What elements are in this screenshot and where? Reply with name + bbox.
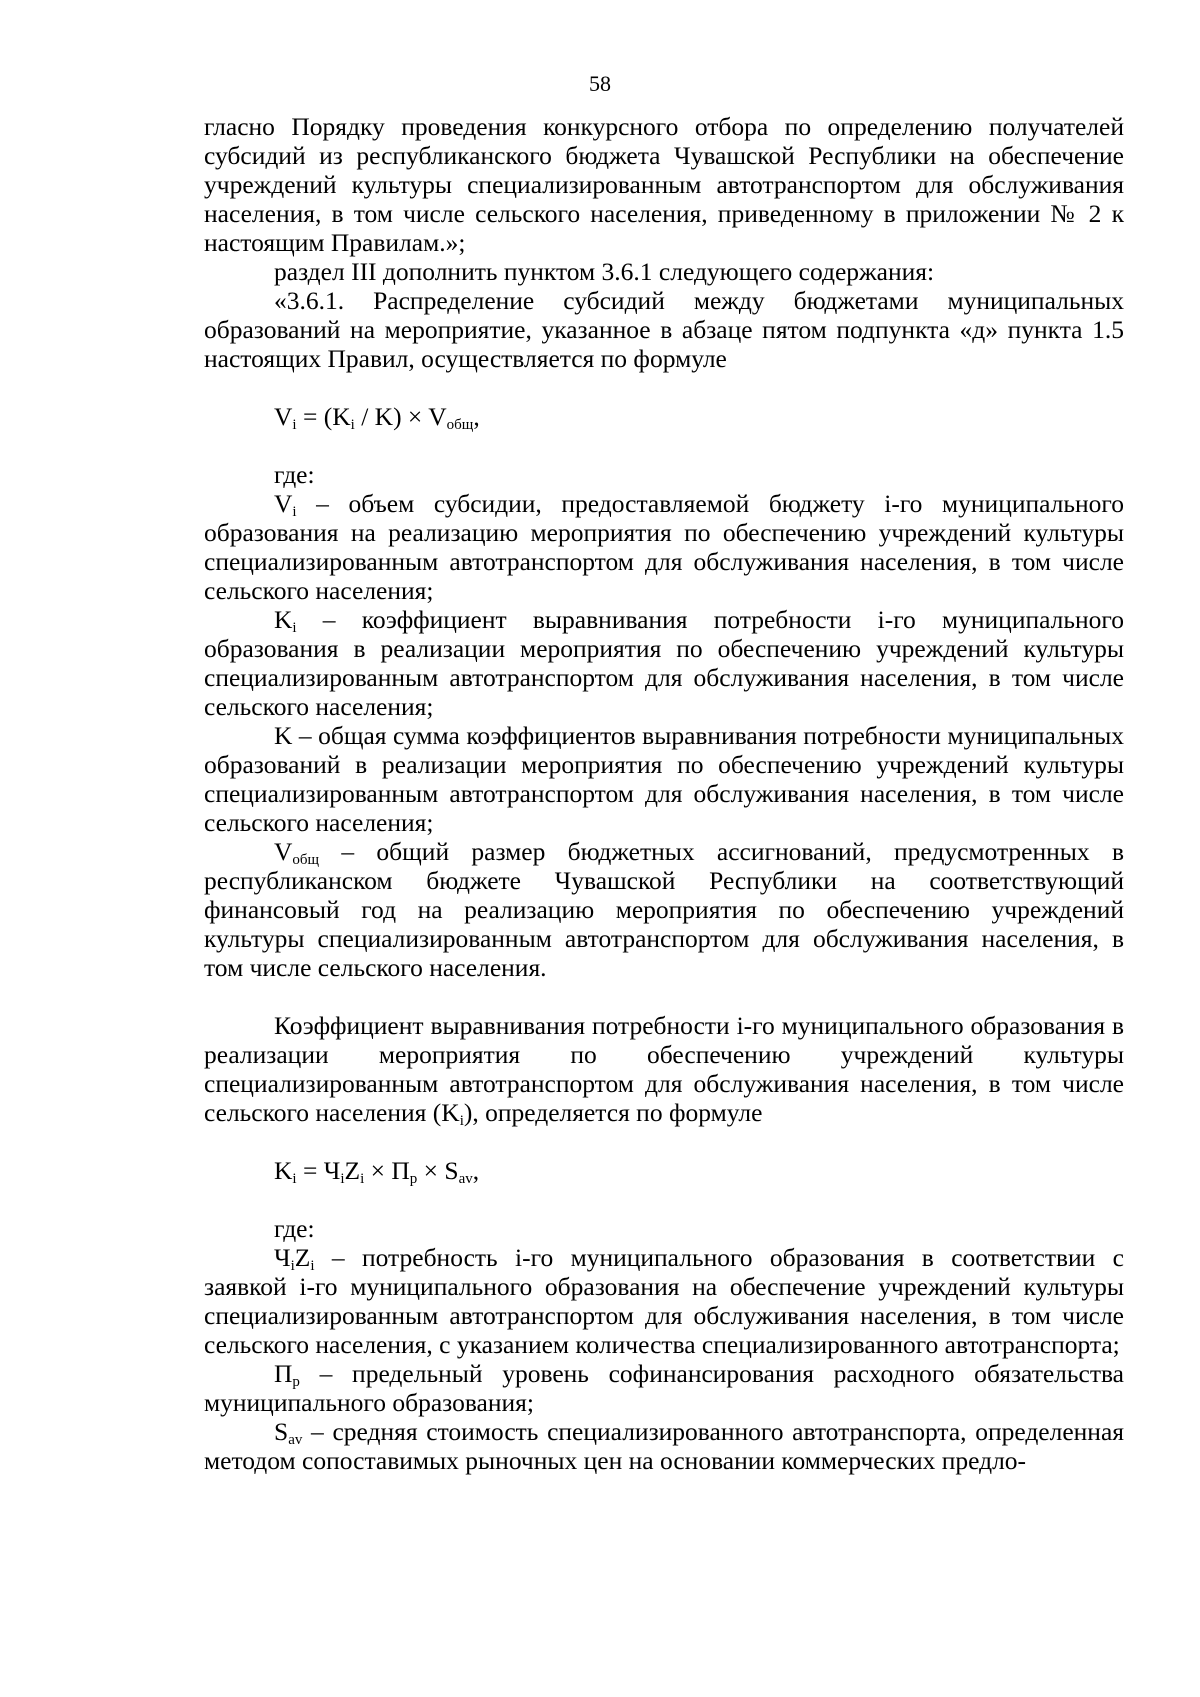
definition-sav — [204, 1417, 1124, 1475]
formula-term: / K) × V — [354, 402, 447, 431]
symbol-subscript: i — [310, 1258, 315, 1274]
symbol: Z — [294, 1243, 311, 1272]
document-body — [204, 112, 1124, 1475]
formula-term: = (K — [296, 402, 351, 431]
spacer — [204, 1127, 1124, 1156]
spacer — [204, 982, 1124, 1011]
formula-subscript: i — [350, 417, 355, 433]
formula-term: , — [472, 1156, 480, 1185]
symbol-subscript: общ — [292, 852, 320, 868]
definition-text: – потребность i-го муниципального образования в соответствии с заявкой i-го муниципального образования на обеспечение учреждений культуры специализированным автотранспортом для обслуживания населения, в том числе сельского населения, с указанием количества специализированного автотранспорта; — [204, 1243, 1124, 1359]
where-label: где: — [274, 460, 315, 489]
paragraph-text: ), определяется по формуле — [463, 1098, 763, 1127]
definition-chz — [204, 1243, 1124, 1359]
formula-term: , — [473, 402, 480, 431]
paragraph-text: Коэффициент выравнивания потребности i-го муниципального образования в реализации мероприятия по обеспечению учреждений культуры специализированным автотранспортом для обслуживания населения, в том числе сельского населения (K — [204, 1011, 1124, 1127]
spacer — [204, 431, 1124, 460]
symbol: П — [274, 1359, 293, 1388]
formula-subscript: i — [292, 1171, 297, 1187]
symbol-subscript: i — [292, 504, 297, 520]
where-label: где: — [274, 1214, 315, 1243]
symbol-subscript: р — [292, 1374, 300, 1390]
formula-subscript: p — [409, 1171, 418, 1187]
definition-ki — [204, 605, 1124, 721]
formula-subscript: i — [340, 1171, 345, 1187]
formula-term: K — [274, 1156, 293, 1185]
formula-term: × S — [417, 1156, 459, 1185]
paragraph-coefficient — [204, 1011, 1124, 1127]
symbol: V — [274, 489, 293, 518]
symbol-subscript: i — [459, 1113, 464, 1129]
spacer — [204, 1185, 1124, 1214]
symbol: K — [274, 605, 293, 634]
paragraph-3-6-1: «3.6.1. Распределение субсидий между бюджетами муниципальных образований на мероприятие, указанное в абзаце пятом подпункта «д» пункта 1.5 настоящих Правил, осуществляется по формуле — [204, 286, 1124, 373]
paragraph-amendment: раздел III дополнить пунктом 3.6.1 следующего содержания: — [274, 257, 935, 286]
symbol-subscript: av — [288, 1432, 303, 1448]
paragraph-continuation: гласно Порядку проведения конкурсного отбора по определению получателей субсидий из республиканского бюджета Чувашской Республики на обеспечение учреждений культуры специализированным автотранспортом для обслуживания населения, в том числе сельского населения, приведенному в приложении № 2 к настоящим Правилам.»; — [204, 112, 1124, 257]
formula-term: Z — [344, 1156, 361, 1185]
definition-text: – предельный уровень софинансирования расходного обязательства муниципального образования; — [204, 1359, 1124, 1417]
symbol-subscript: i — [292, 620, 297, 636]
formula-term: × П — [364, 1156, 410, 1185]
formula-subscript: i — [360, 1171, 365, 1187]
definition-pp — [204, 1359, 1124, 1417]
symbol: V — [274, 837, 293, 866]
definition-k: K – общая сумма коэффициентов выравнивания потребности муниципальных образований в реализации мероприятия по обеспечению учреждений культуры специализированным автотранспортом для обслуживания населения, в том числе сельского населения; — [204, 721, 1124, 837]
spacer — [204, 373, 1124, 402]
definition-text: – коэффициент выравнивания потребности i-го муниципального образования в реализации мероприятия по обеспечению учреждений культуры специализированным автотранспортом для обслуживания населения, в том числе сельского населения; — [204, 605, 1124, 721]
formula-subscript: i — [292, 417, 297, 433]
symbol: S — [274, 1417, 289, 1446]
formula-subscript: av — [458, 1171, 473, 1187]
symbol: Ч — [274, 1243, 291, 1272]
definition-vobsh — [204, 837, 1124, 982]
definition-text: – общий размер бюджетных ассигнований, предусмотренных в республиканском бюджете Чувашской Республики на соответствующий финансовый год на реализацию мероприятия по обеспечению учреждений культуры специализированным автотранспортом для обслуживания населения, в том числе сельского населения. — [204, 837, 1124, 982]
formula-term: V — [274, 402, 293, 431]
definition-text: – объем субсидии, предоставляемой бюджету i-го муниципального образования на реализацию мероприятия по обеспечению учреждений культуры специализированным автотранспортом для обслуживания населения, в том числе сельского населения; — [204, 489, 1124, 605]
page-number: 58 — [589, 71, 611, 96]
formula-term: = Ч — [296, 1156, 341, 1185]
formula-vi — [204, 402, 1124, 431]
definition-vi — [204, 489, 1124, 605]
definition-text: – средняя стоимость специализированного автотранспорта, определенная методом сопоставимых рыночных цен на основании коммерческих предло- — [204, 1417, 1124, 1475]
symbol-subscript: i — [290, 1258, 295, 1274]
formula-subscript: общ — [446, 417, 474, 433]
formula-ki — [204, 1156, 1124, 1185]
